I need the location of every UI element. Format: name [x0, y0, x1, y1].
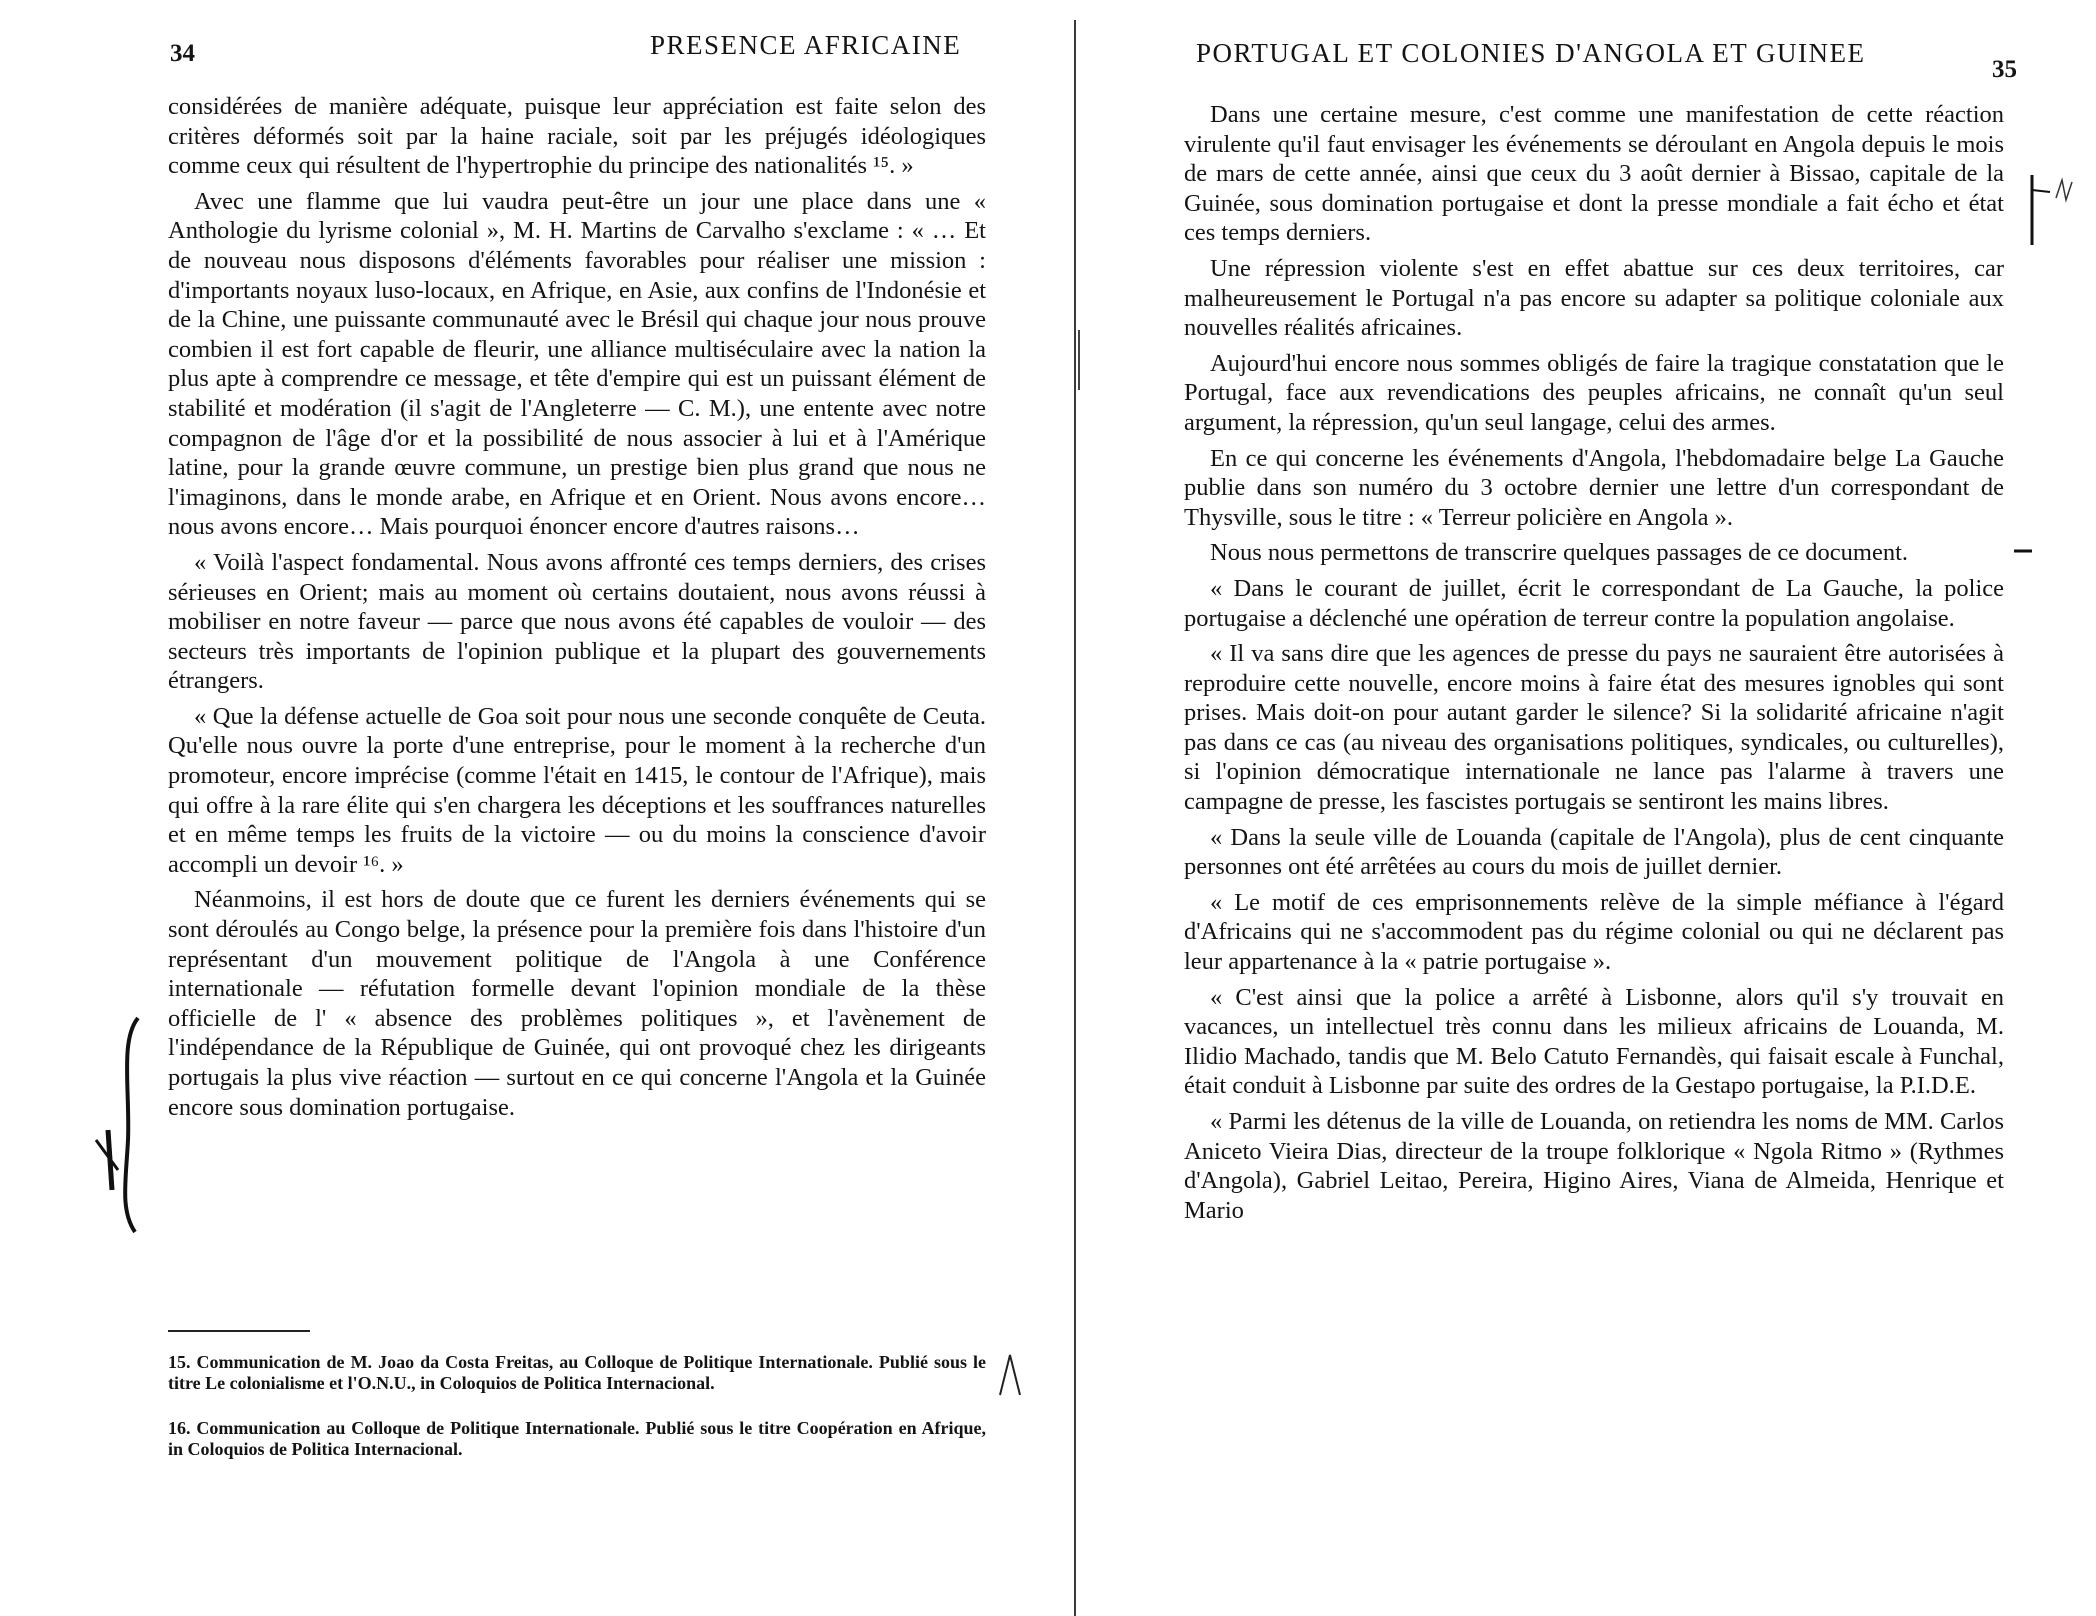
handwritten-bracket-mark — [2022, 170, 2082, 250]
paragraph: Aujourd'hui encore nous sommes obligés de faire la tragique constatation que le Portugal, face aux revendications des peuples africains, ne connaît qu'un seul argument, la répression, qu'un seul langage, celui des armes. — [1184, 349, 2004, 436]
paragraph: considérées de manière adéquate, puisque leur appréciation est faite selon des critères déformés soit par la haine raciale, soit par les préjugés idéologiques comme ceux qui résultent de l'hypertrophie du principe des nationalités ¹⁵. » — [168, 93, 986, 180]
paragraph: « Il va sans dire que les agences de presse du pays ne sauraient être autorisées à reproduire cette nouvelle, encore moins à faire état des mesures ignobles qui sont prises. Mais doit-on pour autant garder le silence? Si la solidarité africaine n'agit pas dans ce cas (au niveau des organisations politiques, syndicales, ou culturelles), si l'opinion démocratique internationale ne lance pas l'alarme à travers une campagne de presse, les fascistes portugais se sentiront les mains libres. — [1184, 640, 2004, 816]
footnote: 16. Communication au Colloque de Politique Internationale. Publié sous le titre Coopération en Afrique, in Coloquios de Politica Internacional. — [168, 1418, 986, 1459]
body-text — [168, 92, 986, 1128]
paragraph: « Dans la seule ville de Louanda (capitale de l'Angola), plus de cent cinquante personnes ont été arrêtées au cours du mois de juillet dernier. — [1184, 823, 2004, 881]
running-header: PRESENCE AFRICAINE — [650, 30, 962, 60]
paragraph: Néanmoins, il est hors de doute que ce furent les derniers événements qui se sont déroulés au Congo belge, la présence pour la première fois dans l'histoire d'un représentant d'un mouvement politique de l'Angola à une Conférence internationale — réfutation formelle devant l'opinion mondiale de la thèse officielle de l' « absence des problèmes politiques », et l'avènement de l'indépendance de la République de Guinée, qui ont provoqué chez les dirigeants portugais la plus vive réaction — surtout en ce qui concerne l'Angola et la Guinée encore sous domination portugaise. — [168, 886, 986, 1121]
paragraph: « C'est ainsi que la police a arrêté à Lisbonne, alors qu'il s'y trouvait en vacances, un intellectuel très connu dans les milieux africains de Louanda, M. Ilidio Machado, tandis que M. Belo Catuto Fernandès, qui faisait escale à Funchal, était conduit à Lisbonne par suite des ordres de la Gestapo portugaise, la P.I.D.E. — [1184, 983, 2004, 1100]
page-gutter — [1074, 20, 1076, 1616]
paragraph: Avec une flamme que lui vaudra peut-être un jour une place dans une « Anthologie du lyrisme colonial », M. H. Martins de Carvalho s'exclame : « … Et de nouveau nous disposons d'éléments favorables pour réaliser une mission : d'importants noyaux luso-locaux, en Afrique, en Asie, aux confins de l'Indonésie et de la Chine, une puissante communauté avec le Brésil qui chaque jour nous prouve combien il est fort capable de fleurir, une alliance multiséculaire avec la nation la plus apte à comprendre ce message, et tête d'empire qui est un puissant élément de stabilité et modération (il s'agit de l'Angleterre — C. M.), une entente avec notre compagnon de l'âge d'or et la possibilité de nous associer à lui et à l'Amérique latine, pour la grande œuvre commune, un prestige bien plus grand que nous ne l'imaginons, dans le monde arabe, en Afrique et en Orient. Nous avons encore… nous avons encore… Mais pourquoi énoncer encore d'autres raisons… — [168, 187, 986, 541]
page-number: 35 — [1992, 56, 2017, 83]
handwritten-bracket-mark — [90, 1010, 150, 1240]
paragraph: Une répression violente s'est en effet abattue sur ces deux territoires, car malheureusement le Portugal n'a pas encore su adapter sa politique coloniale aux nouvelles réalités africaines. — [1184, 254, 2004, 342]
page-number: 34 — [170, 40, 195, 67]
footnote-rule — [168, 1330, 310, 1332]
margin-dash-mark — [2010, 546, 2040, 556]
body-text — [1184, 100, 2004, 1231]
paragraph: « Le motif de ces emprisonnements relève de la simple méfiance à l'égard d'Africains qui ne s'accommodent pas du régime colonial ou qui ne déclarent pas leur appartenance à la « patrie portugaise ». — [1184, 888, 2004, 976]
paragraph: En ce qui concerne les événements d'Angola, l'hebdomadaire belge La Gauche publie dans son numéro du 3 octobre dernier une lettre d'un correspondant de Thysville, sous le titre : « Terreur policière en Angola ». — [1184, 444, 2004, 531]
handwritten-caret-mark — [996, 1350, 1026, 1400]
paragraph: « Parmi les détenus de la ville de Louanda, on retiendra les noms de MM. Carlos Aniceto Vieira Dias, directeur de la troupe folklorique « Ngola Ritmo » (Rythmes d'Angola), Gabriel Leitao, Pereira, Higino Aires, Viana de Almeida, Henrique et Mario — [1184, 1108, 2004, 1224]
paragraph: Dans une certaine mesure, c'est comme une manifestation de cette réaction virulente qu'il faut envisager les événements se déroulant en Angola depuis le mois de mars de cette année, ainsi que ceux du 3 août dernier à Bissao, capitale de la Guinée, sous domination portugaise et dont la presse mondiale a fait écho et état ces temps derniers. — [1184, 101, 2004, 247]
footnote: 15. Communication de M. Joao da Costa Freitas, au Colloque de Politique Internationale. Publié sous le titre Le colonialisme et l'O.N.U., in Coloquios de Politica Internacional. — [168, 1352, 986, 1393]
paragraph: « Dans le courant de juillet, écrit le correspondant de La Gauche, la police portugaise a déclenché une opération de terreur contre la population angolaise. — [1184, 574, 2004, 632]
paragraph: « Voilà l'aspect fondamental. Nous avons affronté ces temps derniers, des crises sérieuses en Orient; mais au moment où certains doutaient, nous avons réussi à mobiliser en notre faveur — parce que nous avons été capables de vouloir — des secteurs très importants de l'opinion publique et la plupart des gouvernements étrangers. — [168, 548, 986, 695]
paragraph: Nous nous permettons de transcrire quelques passages de ce document. — [1210, 539, 1909, 567]
running-header: PORTUGAL ET COLONIES D'ANGOLA ET GUINEE — [1196, 38, 1866, 68]
paragraph: « Que la défense actuelle de Goa soit pour nous une seconde conquête de Ceuta. Qu'elle nous ouvre la porte d'une entreprise, pour le moment à la recherche d'un promoteur, encore imprécise (comme l'était en 1415, le contour de l'Afrique), mais qui offre à la rare élite qui s'en chargera les déceptions et les souffrances naturelles et en même temps les fruits de la victoire — ou du moins la conscience d'avoir accompli un devoir ¹⁶. » — [168, 702, 986, 878]
right-page — [1080, 0, 2096, 1616]
